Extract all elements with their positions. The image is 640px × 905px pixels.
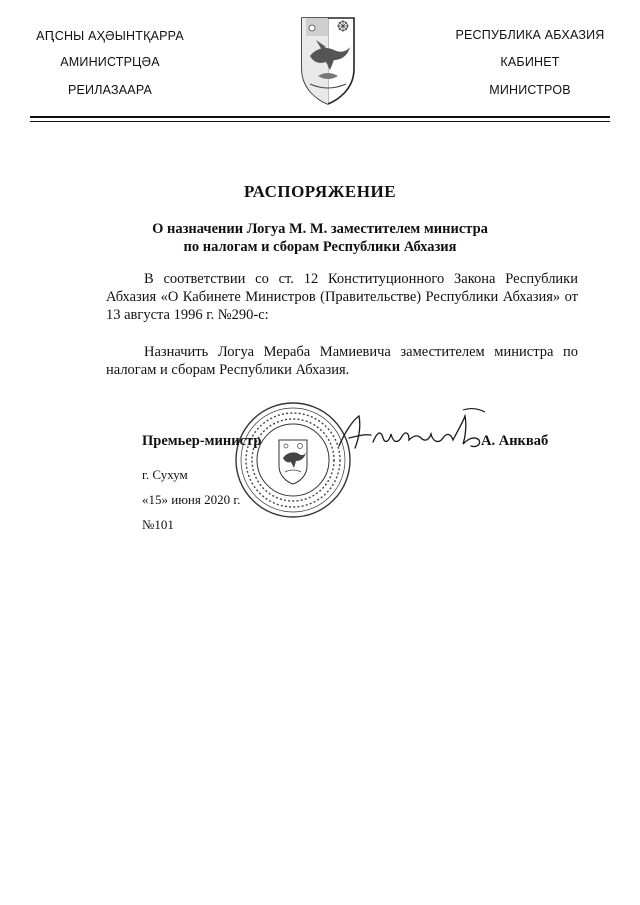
- header-rule-thin: [30, 121, 610, 122]
- header-left-line1: АԤСНЫ АҲӘЫНТҚАРРА: [36, 29, 184, 43]
- document-place: г. Сухум: [142, 467, 188, 482]
- subtitle-line-2: по налогам и сборам Республики Абхазия: [183, 239, 457, 255]
- paragraph-1-text: В соответствии со ст. 12 Конституционного Закона Республики Абхазия «О Кабинете Министров (Правительстве) Республики Абхазия» от 13 августа 1996 г. №290-с:: [106, 271, 578, 323]
- document-subtitle: [0, 220, 640, 256]
- header-right-line3: МИНИСТРОВ: [489, 83, 571, 97]
- document-title: РАСПОРЯЖЕНИЕ: [243, 182, 397, 201]
- header-right-line1: РЕСПУБЛИКА АБХАЗИЯ: [455, 28, 605, 42]
- header-left-line3: РЕИЛАЗААРА: [67, 83, 153, 97]
- paragraph-2: [106, 343, 578, 379]
- signatory-position: Премьер-министр: [142, 433, 262, 449]
- handwritten-signature-icon: [335, 402, 495, 462]
- coat-of-arms-emblem-icon: [298, 14, 358, 106]
- paragraph-2-text: Назначить Логуа Мераба Мамиевича заместителем министра по налогам и сборам Республики Абхазия.: [106, 344, 578, 378]
- header-rule-thick: [30, 116, 610, 118]
- header-left-line2: АМИНИСТРЦӘА: [60, 55, 160, 69]
- document-date: «15» июня 2020 г.: [142, 492, 241, 507]
- paragraph-1: [106, 270, 578, 324]
- signatory-name: А. Анкваб: [481, 433, 549, 449]
- header-right-line2: КАБИНЕТ: [500, 55, 560, 69]
- subtitle-line-1: О назначении Логуа М. М. заместителем министра: [152, 221, 488, 237]
- document-number: №101: [142, 517, 174, 532]
